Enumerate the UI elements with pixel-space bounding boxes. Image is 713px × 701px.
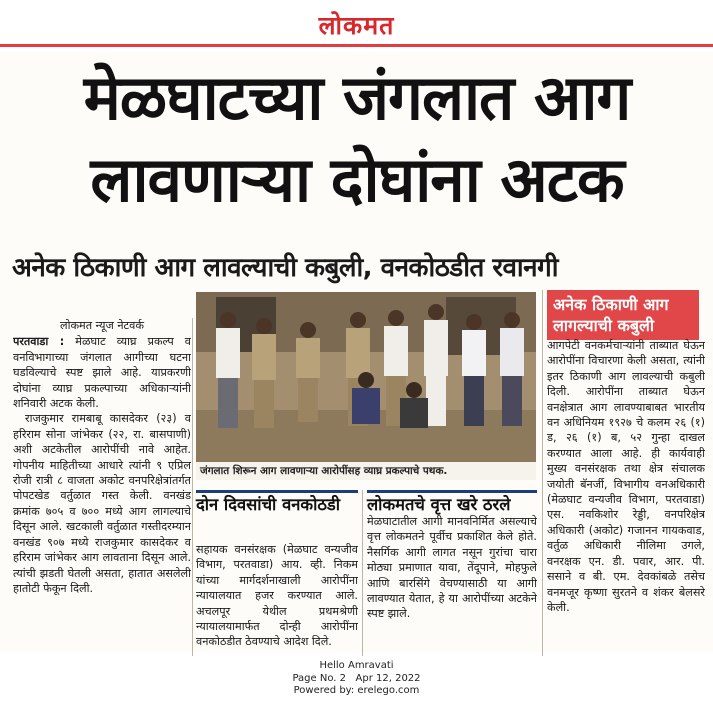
- dateline: परतवाडा :: [13, 335, 65, 349]
- group-photo-illustration: [196, 292, 536, 462]
- photo-caption: जंगलात शिरून आग लावणाऱ्या आरोपींसह व्याघ्र प्रकल्पाचे पथक.: [196, 462, 536, 480]
- byline: लोकमत न्यूज नेटवर्क: [59, 319, 144, 332]
- left-paragraph-1-text: मेळघाट व्याघ्र प्रकल्प व वनविभागाच्या जंगलात आगीच्या घटना घडविल्याचे स्पष्ट झाले आहे. याप्रकरणी दोघांना व्याघ्र प्रकल्पाच्या अधिकाऱ्यांनी शनिवारी अटक केली.: [13, 335, 191, 411]
- left-column: [13, 318, 191, 653]
- masthead: [0, 0, 713, 44]
- left-paragraph-1: [13, 334, 191, 411]
- box-mid-title: दोन दिवसांची वनकोठडी: [196, 490, 358, 515]
- lokmat-logo: लोकमत: [318, 11, 395, 40]
- headline-line-1: मेळघाटच्या जंगलात आग: [83, 61, 631, 134]
- page-footer: [0, 660, 713, 698]
- footer-page-date: Page No. 2 Apr 12, 2022: [292, 672, 421, 684]
- box-center-body: मेळघाटातील आगी मानवनिर्मित असल्याचे वृत्त लोकमतने पूर्वीच प्रकाशित केले होते. नैसर्गिक आगी लागत नसून गुरांचा चारा मोठ्या प्रमाणात यावा, तेंदूपाने, मोहफुले आणि बारसिंगे वेचण्यासाठी या आगी लावण्यात येतात, हे या आरोपींच्या अटकेने स्पष्ट झाले.: [367, 515, 537, 621]
- box-right-title: अनेक ठिकाणी आग लागल्याची कबुली: [547, 290, 699, 340]
- footer-powered-by[interactable]: Powered by: erelego.com: [293, 685, 420, 696]
- news-photo: [196, 292, 536, 462]
- box-mid-body: सहायक वनसंरक्षक (मेळघाट वन्यजीव विभाग, परतवाडा) आय. व्ही. निकम यांच्या मार्गदर्शनाखाली आरोपींना न्यायालयात हजर करण्यात आले. अचलपूर येथील प्रथमश्रेणी न्यायालयामार्फत दोन्ही आरोपींना वनकोठडीत ठेवण्याचे आदेश दिले.: [196, 543, 358, 649]
- box-right-body: आगपेटी वनकर्मचाऱ्यांनी ताब्यात घेऊन आरोपींना विचारणा केली असता, त्यांनी इतर ठिकाणी आग लावल्याची कबुली दिली. आरोपींना ताब्यात घेऊन वनक्षेत्रात आग लावण्याबाबत भारतीय वन अधिनियम १९२७ चे कलम २६ (१) ड, २६ (१) ब, ५२ गुन्हा दाखल करण्यात आला आहे. ही कार्यवाही मुख्य वनसंरक्षक तथा क्षेत्र संचालक जयोती बॅनर्जी, विभागीय वनअधिकारी (मेळघाट वन्यजीव विभाग, परतवाडा) एस. नवकिशोर रेड्डी, वनपरिक्षेत्र अधिकारी (अकोट) गजानन गायकवाड, वर्तुळ अधिकारी नीलिमा उगले, वनरक्षक एन. डी. पवार, आर. पी. ससाने व बी. एम. देवकांबळे तसेच वनमजूर कृष्णा सुरतने व शंकर बेलसरे केली.: [547, 339, 705, 614]
- footer-edition: Hello Amravati: [319, 660, 394, 671]
- column-divider: [192, 318, 193, 656]
- masthead-rule: [0, 44, 713, 47]
- box-center-title: लोकमतचे वृत्त खरे ठरले: [367, 490, 537, 515]
- headline-line-2: लावणाऱ्या दोघांना अटक: [90, 143, 624, 216]
- subheadline: अनेक ठिकाणी आग लावल्याची कबुली, वनकोठडीत रवानगी: [12, 253, 558, 283]
- column-divider: [362, 490, 363, 656]
- left-paragraph-2: राजकुमार रामबाबू कासदेकर (२३) व हरिराम सोना जांभेकर (२२, रा. बासपाणी) अशी अटकेतील आरोपींची नावे आहेत. गोपनीय माहितीच्या आधारे त्यांनी ९ एप्रिल रोजी रात्री ८ वाजता अकोट वनपरिक्षेत्रांतर्गत पोपटखेड वर्तुळात गस्त केली. वनखंड क्रमांक ७०५ व ७०० मध्ये आग लागल्याचे दिसून आले. खटकाली वर्तुळात गस्तीदरम्यान वनखंड ९०७ मध्ये राजकुमार कासदेकर व हरिराम जांभेकर आग लावताना दिसून आले. त्यांची झडती घेतली असता, हातात असलेली हातोटी फेकून दिली.: [13, 412, 191, 595]
- column-divider: [542, 290, 543, 656]
